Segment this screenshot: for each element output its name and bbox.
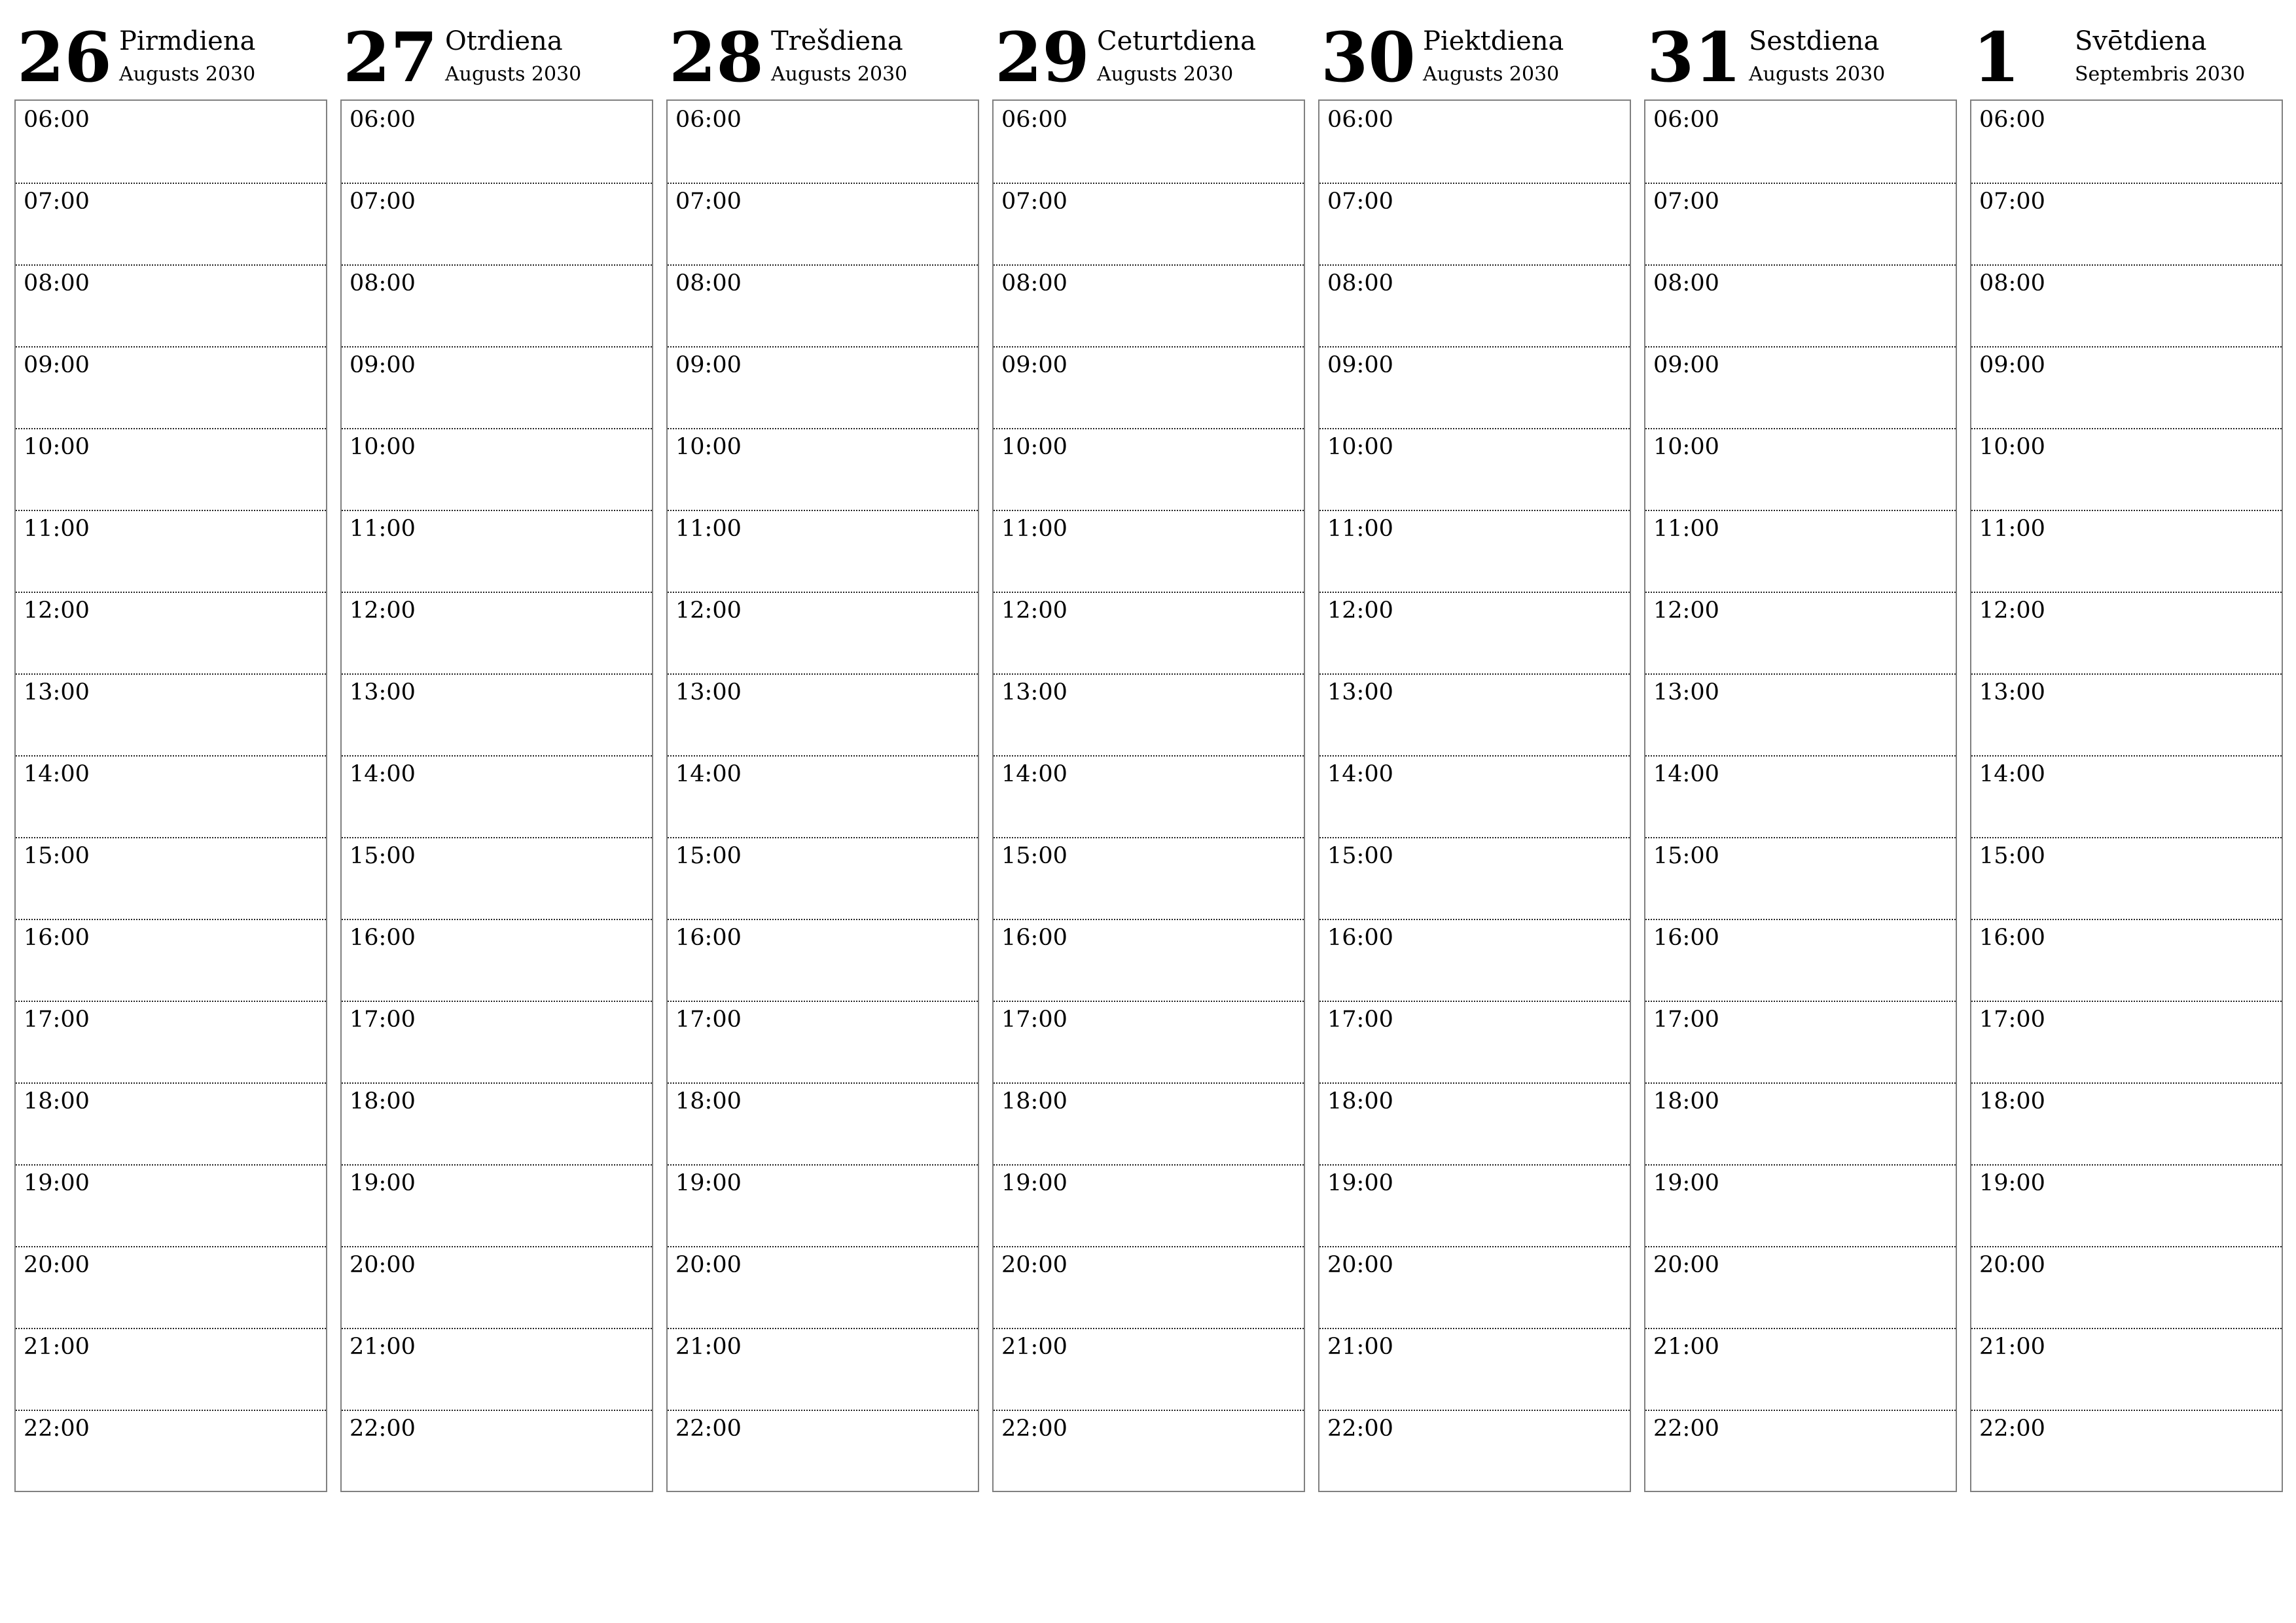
hour-label: 15:00: [1327, 843, 1393, 869]
hour-slot[interactable]: [1319, 1001, 1630, 1084]
hour-label: 15:00: [24, 843, 90, 869]
hour-label: 08:00: [1653, 270, 1719, 296]
hour-slot[interactable]: [1319, 1410, 1630, 1491]
hour-slot[interactable]: [342, 1082, 652, 1166]
hour-label: 19:00: [1001, 1170, 1067, 1196]
hour-slot[interactable]: [994, 837, 1304, 920]
hour-label: 14:00: [350, 761, 416, 787]
hour-label: 12:00: [350, 597, 416, 624]
day-column: [1644, 0, 1957, 1505]
hour-slot[interactable]: [16, 1082, 326, 1166]
hour-label: 19:00: [1979, 1170, 2045, 1196]
hour-label: 20:00: [24, 1252, 90, 1278]
hour-label: 22:00: [1327, 1416, 1393, 1442]
hour-label: 11:00: [350, 516, 416, 542]
hour-label: 08:00: [1001, 270, 1067, 296]
hour-slot[interactable]: [1971, 101, 2282, 184]
day-name: Piektdiena: [1423, 26, 1564, 56]
day-number: 28: [669, 17, 764, 98]
hour-slot[interactable]: [668, 510, 978, 593]
day-header: [666, 0, 979, 99]
hour-slot[interactable]: [994, 1246, 1304, 1329]
hour-label: 12:00: [675, 597, 742, 624]
hour-label: 07:00: [1327, 188, 1393, 215]
hour-slot[interactable]: [994, 1082, 1304, 1166]
hour-slot[interactable]: [1645, 1082, 1956, 1166]
hour-slot[interactable]: [1971, 510, 2282, 593]
hour-label: 17:00: [350, 1007, 416, 1033]
hour-slot[interactable]: [1319, 264, 1630, 348]
hour-slot[interactable]: [1319, 919, 1630, 1002]
day-number: 27: [343, 17, 438, 98]
hour-slot[interactable]: [1971, 1246, 2282, 1329]
hour-grid: [1644, 99, 1957, 1492]
day-column: [340, 0, 653, 1505]
hour-slot[interactable]: [1645, 264, 1956, 348]
hour-label: 10:00: [1653, 434, 1719, 460]
hour-slot[interactable]: [1645, 1164, 1956, 1247]
hour-slot[interactable]: [16, 1410, 326, 1491]
hour-slot[interactable]: [668, 1082, 978, 1166]
hour-label: 08:00: [1979, 270, 2045, 296]
hour-slot[interactable]: [994, 264, 1304, 348]
hour-slot[interactable]: [1971, 837, 2282, 920]
hour-slot[interactable]: [994, 1328, 1304, 1411]
hour-slot[interactable]: [16, 101, 326, 184]
day-month: Septembris 2030: [2075, 63, 2246, 86]
hour-label: 13:00: [24, 679, 90, 705]
hour-label: 19:00: [350, 1170, 416, 1196]
hour-grid: [340, 99, 653, 1492]
hour-slot[interactable]: [1971, 1082, 2282, 1166]
hour-label: 18:00: [1001, 1088, 1067, 1115]
hour-label: 09:00: [675, 352, 742, 378]
hour-slot[interactable]: [342, 837, 652, 920]
day-month: Augusts 2030: [445, 63, 582, 86]
hour-slot[interactable]: [16, 510, 326, 593]
hour-grid: [1970, 99, 2283, 1492]
hour-label: 06:00: [24, 107, 90, 133]
hour-slot[interactable]: [342, 101, 652, 184]
day-header: [340, 0, 653, 99]
hour-label: 06:00: [1001, 107, 1067, 133]
hour-slot[interactable]: [1971, 919, 2282, 1002]
day-header: [14, 0, 327, 99]
hour-label: 18:00: [1653, 1088, 1719, 1115]
hour-slot[interactable]: [994, 1410, 1304, 1491]
hour-label: 16:00: [1001, 925, 1067, 951]
day-name: Sestdiena: [1749, 26, 1880, 56]
hour-label: 08:00: [350, 270, 416, 296]
hour-label: 13:00: [675, 679, 742, 705]
day-header: [1970, 0, 2283, 99]
hour-label: 22:00: [1001, 1416, 1067, 1442]
hour-label: 09:00: [1001, 352, 1067, 378]
day-number: 31: [1647, 17, 1742, 98]
hour-label: 13:00: [1979, 679, 2045, 705]
day-column: [992, 0, 1305, 1505]
hour-slot[interactable]: [1645, 1410, 1956, 1491]
hour-label: 21:00: [24, 1334, 90, 1360]
hour-slot[interactable]: [1971, 264, 2282, 348]
hour-label: 22:00: [675, 1416, 742, 1442]
hour-label: 11:00: [1001, 516, 1067, 542]
hour-slot[interactable]: [668, 264, 978, 348]
day-name: Svētdiena: [2075, 26, 2207, 56]
hour-slot[interactable]: [668, 1328, 978, 1411]
hour-slot[interactable]: [1645, 755, 1956, 838]
hour-label: 20:00: [1327, 1252, 1393, 1278]
hour-label: 20:00: [1979, 1252, 2045, 1278]
hour-label: 19:00: [1653, 1170, 1719, 1196]
hour-label: 14:00: [1653, 761, 1719, 787]
hour-slot[interactable]: [16, 919, 326, 1002]
hour-label: 18:00: [1327, 1088, 1393, 1115]
hour-label: 18:00: [675, 1088, 742, 1115]
hour-slot[interactable]: [668, 592, 978, 675]
hour-slot[interactable]: [16, 183, 326, 266]
hour-label: 06:00: [1653, 107, 1719, 133]
hour-slot[interactable]: [1319, 1328, 1630, 1411]
hour-slot[interactable]: [16, 673, 326, 757]
hour-label: 15:00: [350, 843, 416, 869]
hour-slot[interactable]: [1319, 1082, 1630, 1166]
hour-label: 17:00: [1653, 1007, 1719, 1033]
hour-slot[interactable]: [1645, 346, 1956, 429]
hour-label: 22:00: [1979, 1416, 2045, 1442]
hour-label: 15:00: [1979, 843, 2045, 869]
hour-label: 11:00: [675, 516, 742, 542]
hour-slot[interactable]: [16, 1328, 326, 1411]
hour-label: 21:00: [675, 1334, 742, 1360]
hour-slot[interactable]: [342, 264, 652, 348]
hour-slot[interactable]: [994, 592, 1304, 675]
hour-label: 09:00: [1979, 352, 2045, 378]
hour-label: 09:00: [1653, 352, 1719, 378]
day-column: [1318, 0, 1631, 1505]
hour-slot[interactable]: [342, 510, 652, 593]
hour-slot[interactable]: [342, 755, 652, 838]
hour-slot[interactable]: [994, 755, 1304, 838]
hour-slot[interactable]: [1645, 1328, 1956, 1411]
hour-slot[interactable]: [342, 919, 652, 1002]
hour-label: 10:00: [1979, 434, 2045, 460]
hour-label: 20:00: [1653, 1252, 1719, 1278]
hour-label: 16:00: [1327, 925, 1393, 951]
hour-slot[interactable]: [16, 755, 326, 838]
day-number: 29: [995, 17, 1090, 98]
hour-slot[interactable]: [1645, 1246, 1956, 1329]
hour-slot[interactable]: [342, 1001, 652, 1084]
hour-slot[interactable]: [342, 1410, 652, 1491]
day-number: 26: [17, 17, 112, 98]
hour-label: 20:00: [675, 1252, 742, 1278]
hour-slot[interactable]: [668, 755, 978, 838]
weekly-planner: [14, 0, 2282, 1505]
hour-label: 19:00: [675, 1170, 742, 1196]
hour-slot[interactable]: [1645, 673, 1956, 757]
day-number: 1: [1973, 17, 2020, 98]
hour-label: 21:00: [350, 1334, 416, 1360]
hour-label: 21:00: [1001, 1334, 1067, 1360]
hour-grid: [666, 99, 979, 1492]
hour-label: 13:00: [1653, 679, 1719, 705]
day-month: Augusts 2030: [1749, 63, 1886, 86]
hour-slot[interactable]: [342, 428, 652, 511]
hour-label: 06:00: [350, 107, 416, 133]
hour-label: 13:00: [1327, 679, 1393, 705]
hour-slot[interactable]: [1971, 592, 2282, 675]
hour-label: 18:00: [1979, 1088, 2045, 1115]
hour-label: 21:00: [1653, 1334, 1719, 1360]
hour-slot[interactable]: [1645, 592, 1956, 675]
hour-label: 17:00: [1327, 1007, 1393, 1033]
hour-slot[interactable]: [1319, 1164, 1630, 1247]
hour-label: 15:00: [1001, 843, 1067, 869]
hour-slot[interactable]: [668, 101, 978, 184]
hour-slot[interactable]: [994, 919, 1304, 1002]
hour-slot[interactable]: [668, 1001, 978, 1084]
hour-label: 17:00: [1979, 1007, 2045, 1033]
day-header: [992, 0, 1305, 99]
hour-slot[interactable]: [1319, 837, 1630, 920]
hour-slot[interactable]: [994, 1001, 1304, 1084]
hour-label: 06:00: [1327, 107, 1393, 133]
hour-slot[interactable]: [342, 1246, 652, 1329]
hour-label: 12:00: [1979, 597, 2045, 624]
hour-label: 14:00: [1979, 761, 2045, 787]
hour-label: 08:00: [24, 270, 90, 296]
hour-slot[interactable]: [1319, 755, 1630, 838]
hour-slot[interactable]: [1645, 510, 1956, 593]
hour-label: 11:00: [24, 516, 90, 542]
hour-label: 18:00: [350, 1088, 416, 1115]
hour-slot[interactable]: [16, 837, 326, 920]
hour-label: 10:00: [1001, 434, 1067, 460]
hour-label: 15:00: [675, 843, 742, 869]
hour-slot[interactable]: [16, 264, 326, 348]
hour-slot[interactable]: [994, 428, 1304, 511]
hour-slot[interactable]: [668, 1164, 978, 1247]
hour-label: 19:00: [24, 1170, 90, 1196]
day-header: [1318, 0, 1631, 99]
hour-label: 20:00: [350, 1252, 416, 1278]
hour-grid: [1318, 99, 1631, 1492]
hour-slot[interactable]: [1645, 837, 1956, 920]
hour-slot[interactable]: [342, 673, 652, 757]
hour-label: 14:00: [675, 761, 742, 787]
day-column: [14, 0, 327, 1505]
day-name: Pirmdiena: [119, 26, 256, 56]
day-name: Ceturtdiena: [1097, 26, 1256, 56]
hour-slot[interactable]: [16, 346, 326, 429]
day-header: [1644, 0, 1957, 99]
hour-slot[interactable]: [16, 1001, 326, 1084]
hour-label: 14:00: [1327, 761, 1393, 787]
hour-slot[interactable]: [668, 183, 978, 266]
hour-label: 12:00: [1001, 597, 1067, 624]
hour-slot[interactable]: [668, 428, 978, 511]
hour-slot[interactable]: [1971, 673, 2282, 757]
hour-slot[interactable]: [668, 1246, 978, 1329]
hour-slot[interactable]: [342, 1164, 652, 1247]
hour-label: 09:00: [24, 352, 90, 378]
hour-slot[interactable]: [16, 1246, 326, 1329]
hour-slot[interactable]: [1971, 755, 2282, 838]
hour-slot[interactable]: [1319, 183, 1630, 266]
hour-label: 17:00: [1001, 1007, 1067, 1033]
hour-label: 16:00: [1979, 925, 2045, 951]
hour-label: 12:00: [1653, 597, 1719, 624]
day-number: 30: [1321, 17, 1416, 98]
hour-label: 10:00: [350, 434, 416, 460]
hour-slot[interactable]: [1319, 346, 1630, 429]
hour-slot[interactable]: [342, 592, 652, 675]
hour-slot[interactable]: [668, 346, 978, 429]
hour-label: 09:00: [1327, 352, 1393, 378]
hour-slot[interactable]: [1319, 592, 1630, 675]
hour-slot[interactable]: [1319, 1246, 1630, 1329]
hour-label: 20:00: [1001, 1252, 1067, 1278]
hour-label: 17:00: [675, 1007, 742, 1033]
hour-slot[interactable]: [1645, 101, 1956, 184]
hour-slot[interactable]: [994, 510, 1304, 593]
hour-slot[interactable]: [668, 919, 978, 1002]
hour-label: 07:00: [1001, 188, 1067, 215]
hour-label: 21:00: [1327, 1334, 1393, 1360]
hour-label: 16:00: [675, 925, 742, 951]
hour-label: 13:00: [1001, 679, 1067, 705]
hour-slot[interactable]: [1971, 1164, 2282, 1247]
hour-slot[interactable]: [1319, 428, 1630, 511]
day-month: Augusts 2030: [1097, 63, 1234, 86]
hour-slot[interactable]: [994, 101, 1304, 184]
hour-slot[interactable]: [994, 183, 1304, 266]
hour-grid: [14, 99, 327, 1492]
hour-grid: [992, 99, 1305, 1492]
hour-label: 08:00: [1327, 270, 1393, 296]
day-month: Augusts 2030: [771, 63, 908, 86]
hour-label: 14:00: [24, 761, 90, 787]
hour-label: 13:00: [350, 679, 416, 705]
hour-label: 11:00: [1327, 516, 1393, 542]
hour-label: 18:00: [24, 1088, 90, 1115]
hour-label: 16:00: [24, 925, 90, 951]
hour-slot[interactable]: [1971, 1001, 2282, 1084]
hour-slot[interactable]: [1971, 428, 2282, 511]
hour-label: 22:00: [350, 1416, 416, 1442]
hour-slot[interactable]: [1645, 428, 1956, 511]
hour-label: 09:00: [350, 352, 416, 378]
hour-label: 17:00: [24, 1007, 90, 1033]
hour-slot[interactable]: [1971, 1410, 2282, 1491]
day-name: Otrdiena: [445, 26, 563, 56]
hour-label: 07:00: [1979, 188, 2045, 215]
hour-label: 16:00: [1653, 925, 1719, 951]
hour-slot[interactable]: [1645, 919, 1956, 1002]
hour-label: 10:00: [675, 434, 742, 460]
hour-slot[interactable]: [342, 346, 652, 429]
hour-label: 11:00: [1653, 516, 1719, 542]
hour-label: 14:00: [1001, 761, 1067, 787]
hour-slot[interactable]: [16, 428, 326, 511]
hour-slot[interactable]: [994, 673, 1304, 757]
hour-slot[interactable]: [668, 837, 978, 920]
hour-slot[interactable]: [1645, 183, 1956, 266]
hour-label: 11:00: [1979, 516, 2045, 542]
hour-slot[interactable]: [1319, 673, 1630, 757]
hour-label: 06:00: [1979, 107, 2045, 133]
hour-slot[interactable]: [994, 1164, 1304, 1247]
hour-slot[interactable]: [1971, 1328, 2282, 1411]
hour-label: 12:00: [24, 597, 90, 624]
hour-slot[interactable]: [16, 592, 326, 675]
hour-slot[interactable]: [994, 346, 1304, 429]
hour-slot[interactable]: [1971, 346, 2282, 429]
hour-label: 16:00: [350, 925, 416, 951]
hour-label: 08:00: [675, 270, 742, 296]
hour-label: 07:00: [350, 188, 416, 215]
hour-label: 21:00: [1979, 1334, 2045, 1360]
hour-label: 06:00: [675, 107, 742, 133]
hour-label: 07:00: [1653, 188, 1719, 215]
day-month: Augusts 2030: [119, 63, 256, 86]
hour-slot[interactable]: [1645, 1001, 1956, 1084]
hour-label: 12:00: [1327, 597, 1393, 624]
hour-slot[interactable]: [668, 673, 978, 757]
hour-label: 10:00: [1327, 434, 1393, 460]
hour-slot[interactable]: [342, 183, 652, 266]
hour-label: 22:00: [24, 1416, 90, 1442]
hour-label: 19:00: [1327, 1170, 1393, 1196]
hour-slot[interactable]: [1971, 183, 2282, 266]
hour-label: 22:00: [1653, 1416, 1719, 1442]
day-name: Trešdiena: [771, 26, 903, 56]
hour-slot[interactable]: [1319, 101, 1630, 184]
hour-slot[interactable]: [668, 1410, 978, 1491]
day-column: [1970, 0, 2283, 1505]
hour-label: 07:00: [24, 188, 90, 215]
hour-slot[interactable]: [16, 1164, 326, 1247]
hour-label: 15:00: [1653, 843, 1719, 869]
hour-label: 10:00: [24, 434, 90, 460]
hour-slot[interactable]: [342, 1328, 652, 1411]
hour-label: 07:00: [675, 188, 742, 215]
day-month: Augusts 2030: [1423, 63, 1560, 86]
hour-slot[interactable]: [1319, 510, 1630, 593]
day-column: [666, 0, 979, 1505]
